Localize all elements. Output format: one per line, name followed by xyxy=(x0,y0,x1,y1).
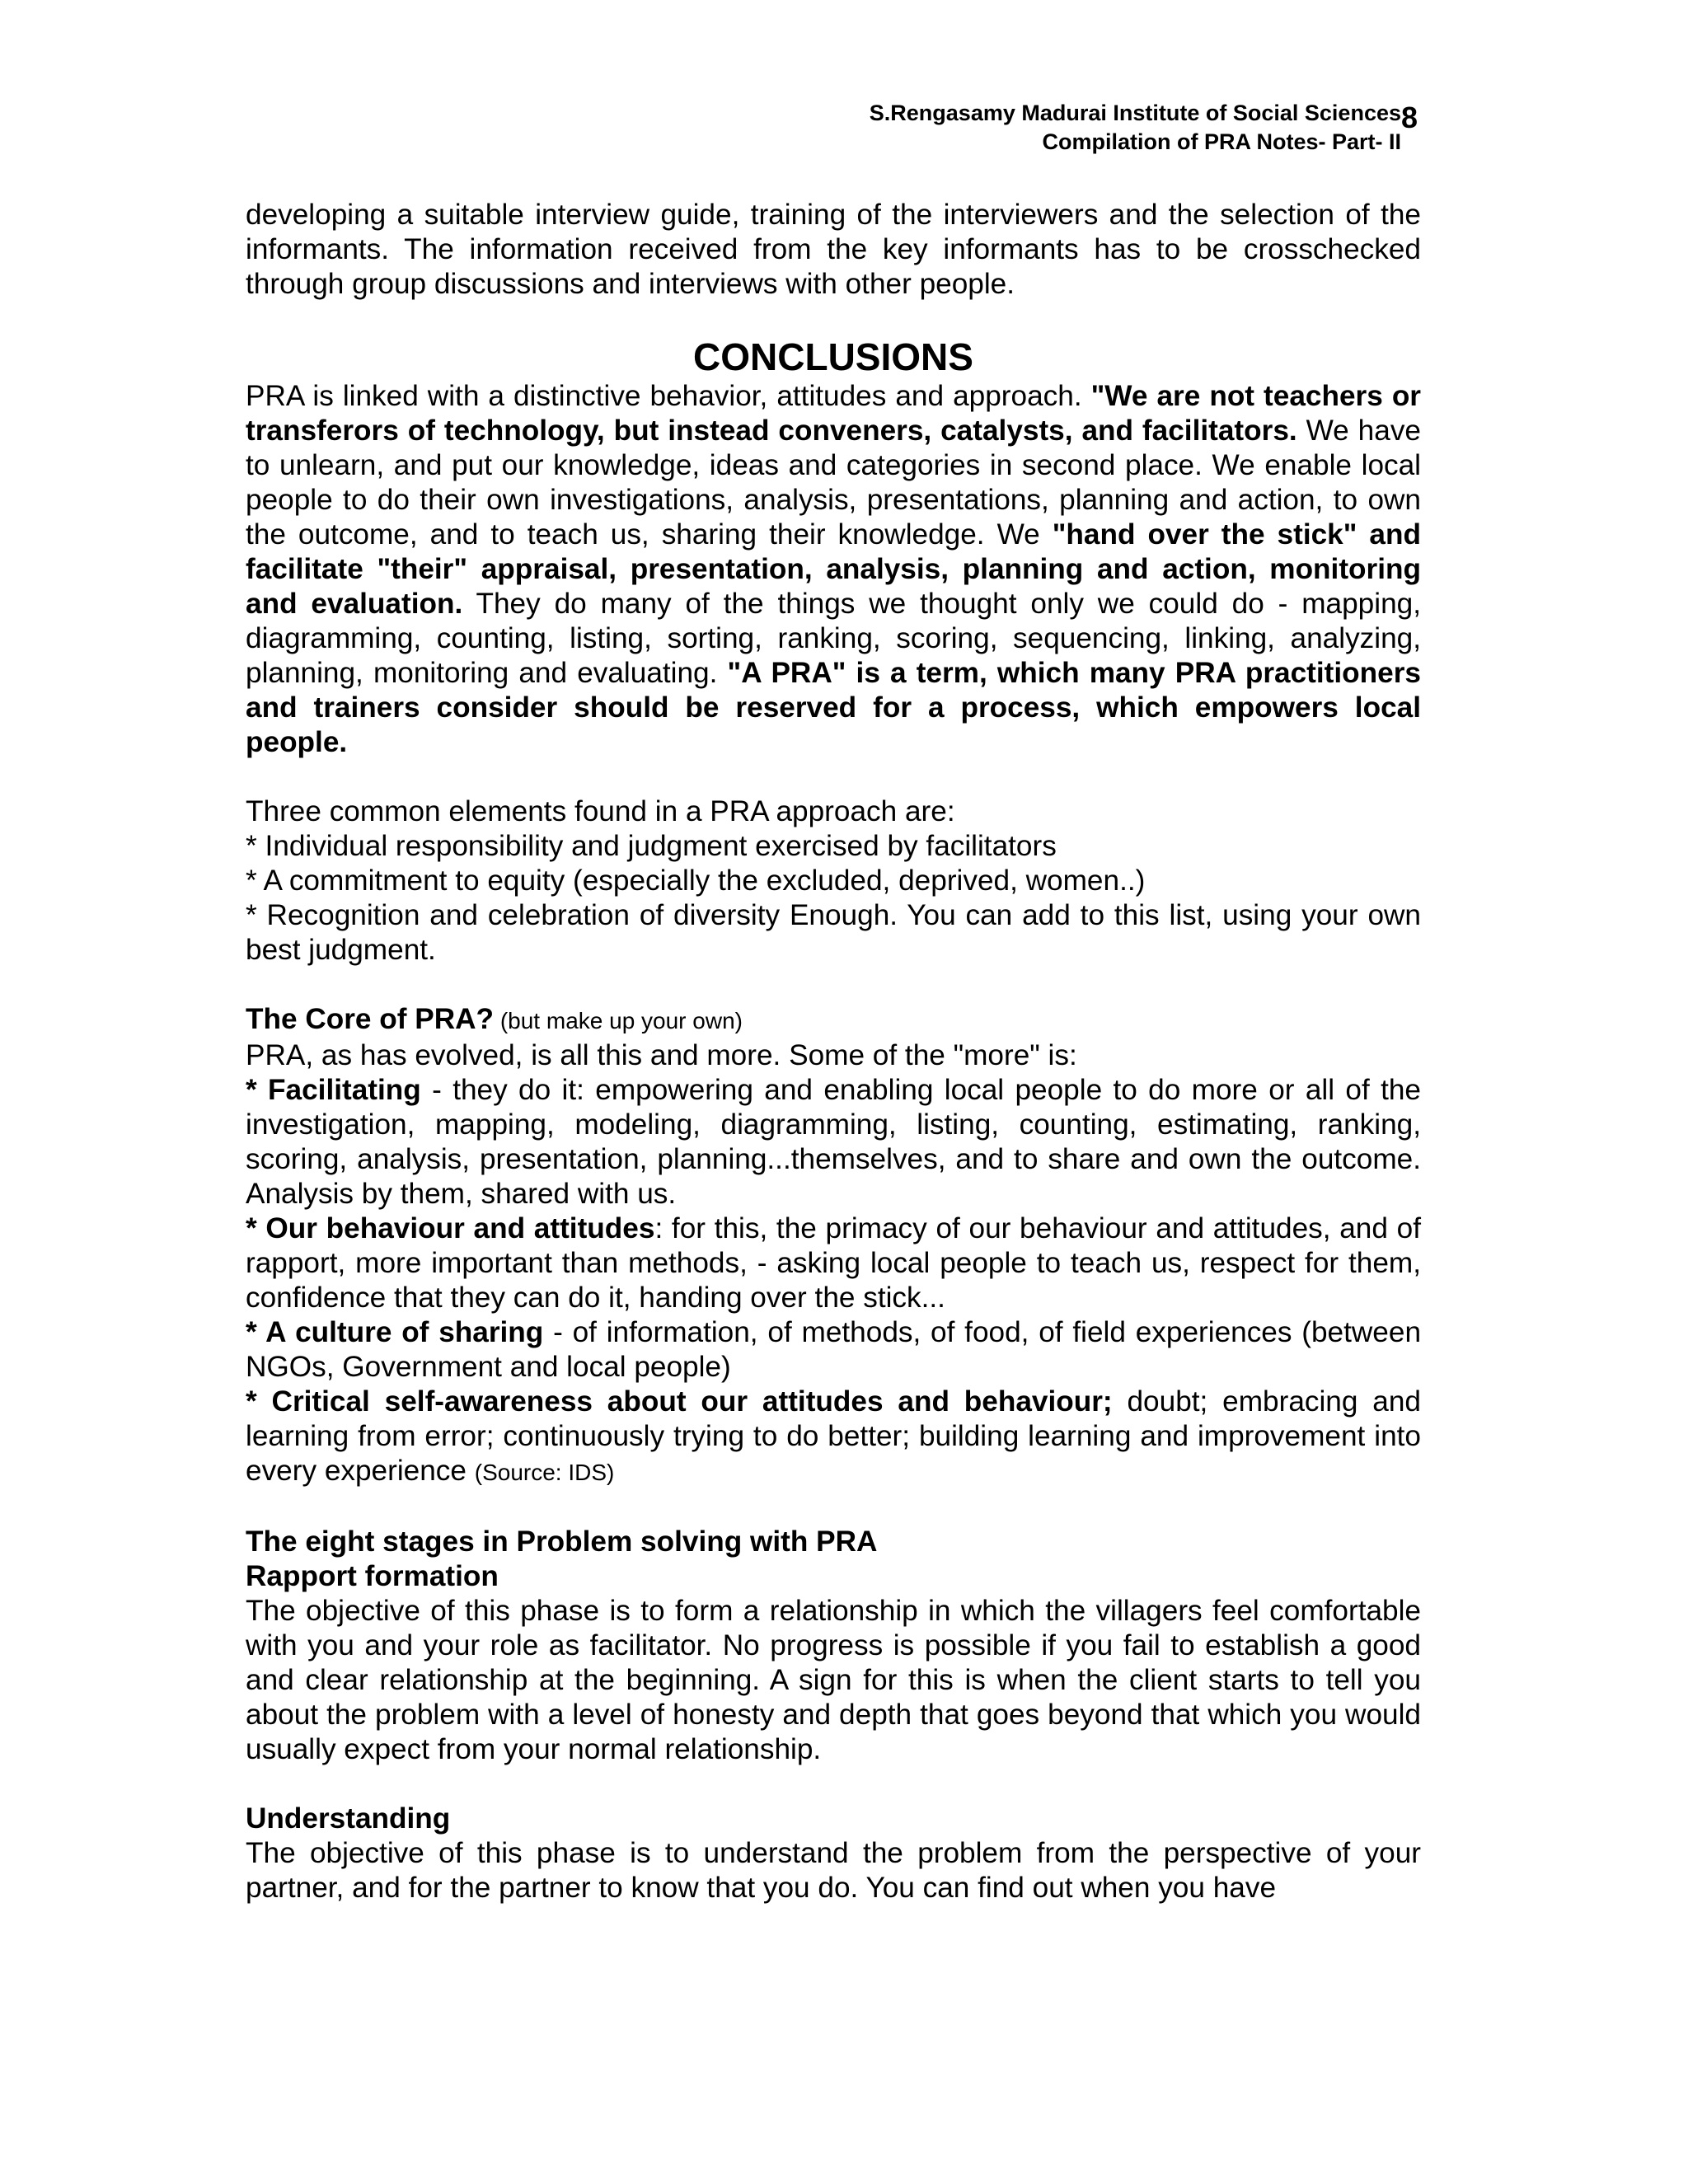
sharing-text: - of information, of methods, of food, of field experiences (between NGOs, Government and local people) xyxy=(246,1316,1422,1383)
spacer xyxy=(246,968,1421,1002)
intro-paragraph: developing a suitable interview guide, training of the interviewers and the selection of the informants. The information received from the key informants has to be crosschecked through group discussions and interviews with other people. xyxy=(246,199,1421,300)
page-number: 8 xyxy=(1401,101,1418,134)
rapport-paragraph: The objective of this phase is to form a relationship in which the villagers feel comfortable with you and your role as facilitator. No progress is possible if you fail to establish a good and clear relationship at the beginning. A sign for this is when the client starts to tell you about the problem with a level of honesty and depth that goes beyond that which you would usually expect from your normal relationship. xyxy=(246,1595,1421,1765)
conclusions-heading: CONCLUSIONS xyxy=(693,335,973,378)
spacer xyxy=(246,1490,1421,1525)
elements-item-2: * A commitment to equity (especially the excluded, deprived, women..) xyxy=(246,865,1146,897)
conclusions-paragraph xyxy=(246,379,1421,760)
conclusions-text-3: They do many of the things we thought only we could do - mapping, diagramming, counting, listing, sorting, ranking, scoring, sequencing, linking, analyzing, planning, monitoring and evaluating. xyxy=(246,588,1421,689)
critical-text: doubt; embracing and learning from error; continuously trying to do better; building learning and improvement into every experience xyxy=(246,1385,1421,1487)
core-sharing xyxy=(246,1315,1421,1385)
behaviour-text: : for this, the primacy of our behaviour and attitudes, and of rapport, more important than methods, - asking local people to teach us, respect for them, confidence that they can do it, handing over the stick... xyxy=(246,1212,1422,1314)
core-critical xyxy=(246,1385,1421,1490)
sharing-label: * A culture of sharing xyxy=(246,1316,544,1348)
stages-heading: The eight stages in Problem solving with PRA xyxy=(246,1526,878,1558)
elements-intro: Three common elements found in a PRA approach are: xyxy=(246,795,955,827)
core-heading-line xyxy=(246,1002,1421,1038)
core-heading: The Core of PRA? xyxy=(246,1003,495,1035)
understanding-paragraph: The objective of this phase is to understand the problem from the perspective of your partner, and for the partner to know that you do. You can find out when you have xyxy=(246,1837,1421,1904)
elements-item-3: * Recognition and celebration of diversity Enough. You can add to this list, using your own best judgment. xyxy=(246,899,1421,966)
core-heading-note: (but make up your own) xyxy=(494,1008,743,1033)
running-header xyxy=(577,99,1401,157)
facilitating-text: - they do it: empowering and enabling local people to do more or all of the investigation, mapping, modeling, diagramming, listing, counting, estimating, ranking, scoring, analysis, presentation, planning...themselves, and to share and own the outcome. Analysis by them, shared with us. xyxy=(246,1074,1421,1210)
critical-label: * Critical self-awareness about our attitudes and behaviour; xyxy=(246,1385,1113,1418)
facilitating-label: * Facilitating xyxy=(246,1074,421,1106)
conclusions-text-1: PRA is linked with a distinctive behavior, attitudes and approach. xyxy=(246,380,1091,412)
behaviour-label: * Our behaviour and attitudes xyxy=(246,1212,655,1244)
conclusions-text-2: We have to unlearn, and put our knowledge, ideas and categories in second place. We enable local people to do their own investigations, analysis, presentations, planning and action, to own the outcome, and to teach us, sharing their knowledge. We xyxy=(246,415,1421,551)
source-note: (Source: IDS) xyxy=(474,1460,615,1485)
conclusions-emphasis-1: "We are not teachers or transferors of technology, but instead conveners, catalysts, and facilitators. xyxy=(246,380,1422,447)
document-body xyxy=(246,198,1421,1905)
conclusions-emphasis-3: "A PRA" is a term, which many PRA practitioners and trainers consider should be reserved for a process, which empowers local people. xyxy=(246,657,1421,758)
elements-item-1: * Individual responsibility and judgment exercised by facilitators xyxy=(246,830,1057,862)
core-behaviour xyxy=(246,1212,1421,1315)
spacer xyxy=(246,760,1421,794)
core-facilitating xyxy=(246,1073,1421,1212)
rapport-heading: Rapport formation xyxy=(246,1560,499,1592)
spacer xyxy=(246,1767,1421,1802)
conclusions-emphasis-2: "hand over the stick" and facilitate "their" appraisal, presentation, analysis, planning and action, monitoring and evaluation. xyxy=(246,518,1421,620)
core-intro: PRA, as has evolved, is all this and more. Some of the "more" is: xyxy=(246,1039,1077,1071)
header-subtitle: Compilation of PRA Notes- Part- II xyxy=(1042,129,1401,154)
understanding-heading: Understanding xyxy=(246,1802,451,1835)
header-institute: S.Rengasamy Madurai Institute of Social Sciences xyxy=(869,101,1401,125)
